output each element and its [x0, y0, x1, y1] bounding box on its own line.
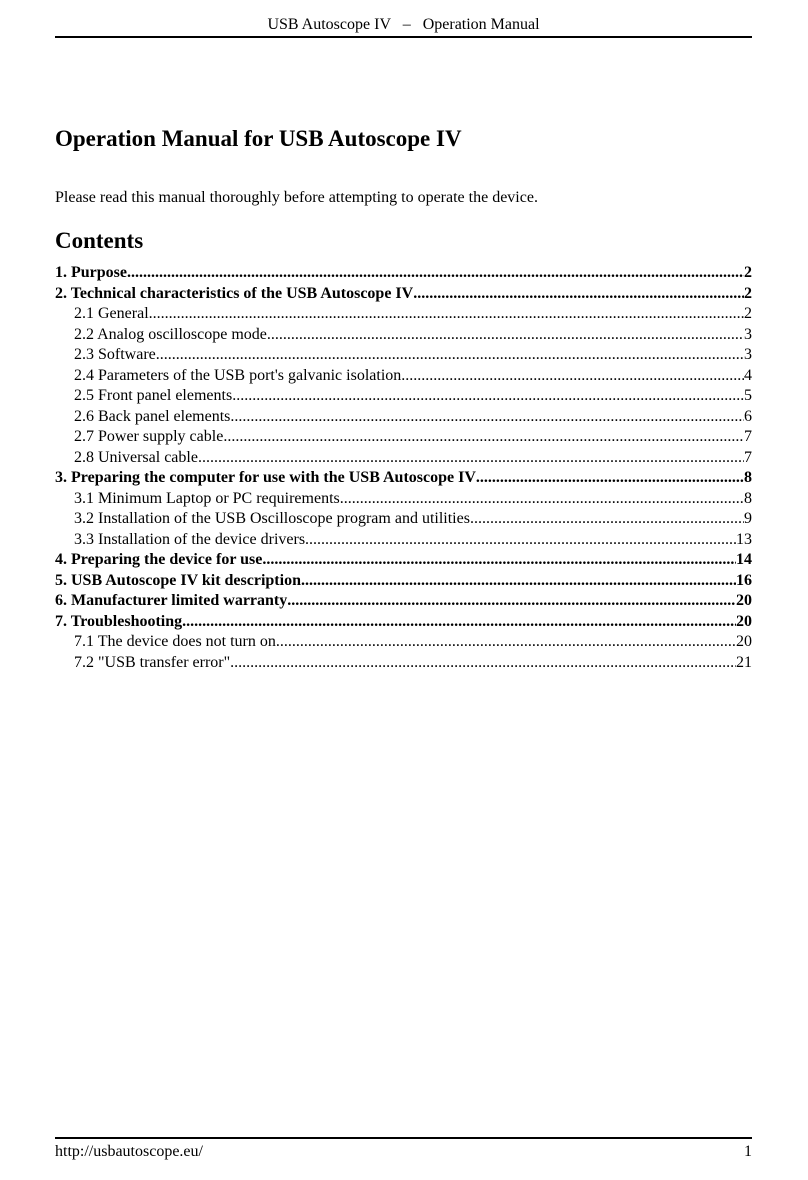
toc-entry[interactable] — [55, 386, 752, 407]
toc-entry-label: 7.2 "USB transfer error" — [74, 653, 231, 671]
toc-entry-page: 8 — [744, 469, 752, 486]
toc-entry[interactable] — [55, 653, 752, 674]
toc-entry-page: 20 — [736, 612, 752, 630]
toc-entry-page: 20 — [736, 592, 752, 609]
toc-entry[interactable] — [55, 345, 752, 366]
toc-entry[interactable] — [55, 571, 752, 592]
toc-dot-leader — [149, 304, 744, 325]
toc-entry-page: 21 — [736, 653, 752, 671]
toc-entry-page: 16 — [736, 571, 752, 589]
toc-entry[interactable] — [55, 366, 752, 387]
toc-entry-label: 7.1 The device does not turn on — [74, 633, 276, 650]
toc-entry[interactable] — [55, 448, 752, 469]
toc-entry[interactable] — [55, 304, 752, 325]
toc-dot-leader — [223, 427, 744, 448]
toc-entry-page: 14 — [736, 551, 752, 568]
toc-dot-leader — [232, 386, 744, 407]
toc-entry-label: 2. Technical characteristics of the USB Autoscope IV — [55, 284, 414, 302]
toc-entry[interactable] — [55, 263, 752, 284]
toc-entry-label: 3.2 Installation of the USB Oscilloscope program and utilities — [74, 510, 470, 527]
toc-entry[interactable] — [55, 325, 752, 346]
toc-entry-label: 7. Troubleshooting — [55, 612, 183, 630]
toc-entry-page: 9 — [744, 510, 752, 527]
footer-page-number: 1 — [744, 1143, 752, 1160]
toc-dot-leader — [401, 366, 744, 387]
toc-dot-leader — [230, 653, 736, 674]
toc-entry-page: 3 — [744, 346, 752, 363]
toc-entry-label: 5. USB Autoscope IV kit description — [55, 571, 301, 589]
toc-dot-leader — [156, 345, 744, 366]
toc-entry-page: 5 — [744, 387, 752, 404]
toc-dot-leader — [230, 407, 744, 428]
toc-entry-label: 2.5 Front panel elements — [74, 387, 233, 404]
toc-entry-page: 3 — [744, 325, 752, 343]
toc-entry[interactable] — [55, 468, 752, 489]
toc-entry[interactable] — [55, 591, 752, 612]
toc-entry[interactable] — [55, 427, 752, 448]
toc-entry[interactable] — [55, 612, 752, 633]
toc-dot-leader — [470, 509, 744, 530]
toc-entry-label: 4. Preparing the device for use — [55, 551, 263, 568]
toc-entry-label: 2.4 Parameters of the USB port's galvanic isolation — [74, 366, 402, 384]
intro-paragraph: Please read this manual thoroughly before attempting to operate the device. — [55, 189, 538, 206]
toc-entry[interactable] — [55, 530, 752, 551]
toc-entry[interactable] — [55, 284, 752, 305]
toc-dot-leader — [287, 591, 736, 612]
toc-entry[interactable] — [55, 509, 752, 530]
toc-entry[interactable] — [55, 550, 752, 571]
page-header — [55, 15, 752, 38]
toc-dot-leader — [413, 284, 744, 305]
table-of-contents — [55, 263, 752, 673]
toc-dot-leader — [182, 612, 736, 633]
toc-entry[interactable] — [55, 489, 752, 510]
toc-entry-page: 20 — [736, 633, 752, 650]
page-footer — [55, 1137, 752, 1162]
toc-entry-label: 2.1 General — [74, 305, 149, 322]
toc-entry-page: 2 — [744, 264, 752, 281]
toc-entry-page: 7 — [744, 428, 752, 445]
toc-entry-page: 8 — [744, 489, 752, 507]
toc-entry-page: 2 — [744, 284, 752, 302]
toc-dot-leader — [262, 550, 736, 571]
document-title: Operation Manual for USB Autoscope IV — [55, 126, 462, 151]
toc-entry-label: 6. Manufacturer limited warranty — [55, 592, 288, 609]
contents-heading: Contents — [55, 228, 144, 253]
toc-dot-leader — [340, 489, 744, 510]
toc-entry-label: 2.6 Back panel elements — [74, 407, 231, 425]
toc-entry-page: 7 — [744, 448, 752, 466]
footer-url-link[interactable]: http://usbautoscope.eu/ — [55, 1143, 203, 1160]
toc-entry[interactable] — [55, 632, 752, 653]
header-title: USB Autoscope IV – Operation Manual — [267, 16, 540, 33]
toc-entry-page: 2 — [744, 305, 752, 322]
toc-dot-leader — [198, 448, 744, 469]
toc-entry-label: 2.8 Universal cable — [74, 448, 198, 466]
toc-dot-leader — [267, 325, 744, 346]
toc-entry-label: 1. Purpose — [55, 264, 127, 281]
toc-entry-label: 3.3 Installation of the device drivers — [74, 530, 306, 548]
toc-dot-leader — [301, 571, 736, 592]
toc-dot-leader — [476, 468, 744, 489]
toc-entry-label: 3. Preparing the computer for use with the USB Autoscope IV — [55, 469, 476, 486]
toc-entry-label: 2.3 Software — [74, 346, 156, 363]
toc-entry-page: 13 — [736, 530, 752, 548]
toc-entry-page: 6 — [744, 407, 752, 425]
toc-dot-leader — [305, 530, 736, 551]
toc-dot-leader — [127, 263, 744, 284]
toc-entry-label: 3.1 Minimum Laptop or PC requirements — [74, 489, 340, 507]
toc-entry-label: 2.7 Power supply cable — [74, 428, 224, 445]
toc-entry-page: 4 — [744, 366, 752, 384]
toc-entry-label: 2.2 Analog oscilloscope mode — [74, 325, 267, 343]
toc-entry[interactable] — [55, 407, 752, 428]
toc-dot-leader — [276, 632, 736, 653]
